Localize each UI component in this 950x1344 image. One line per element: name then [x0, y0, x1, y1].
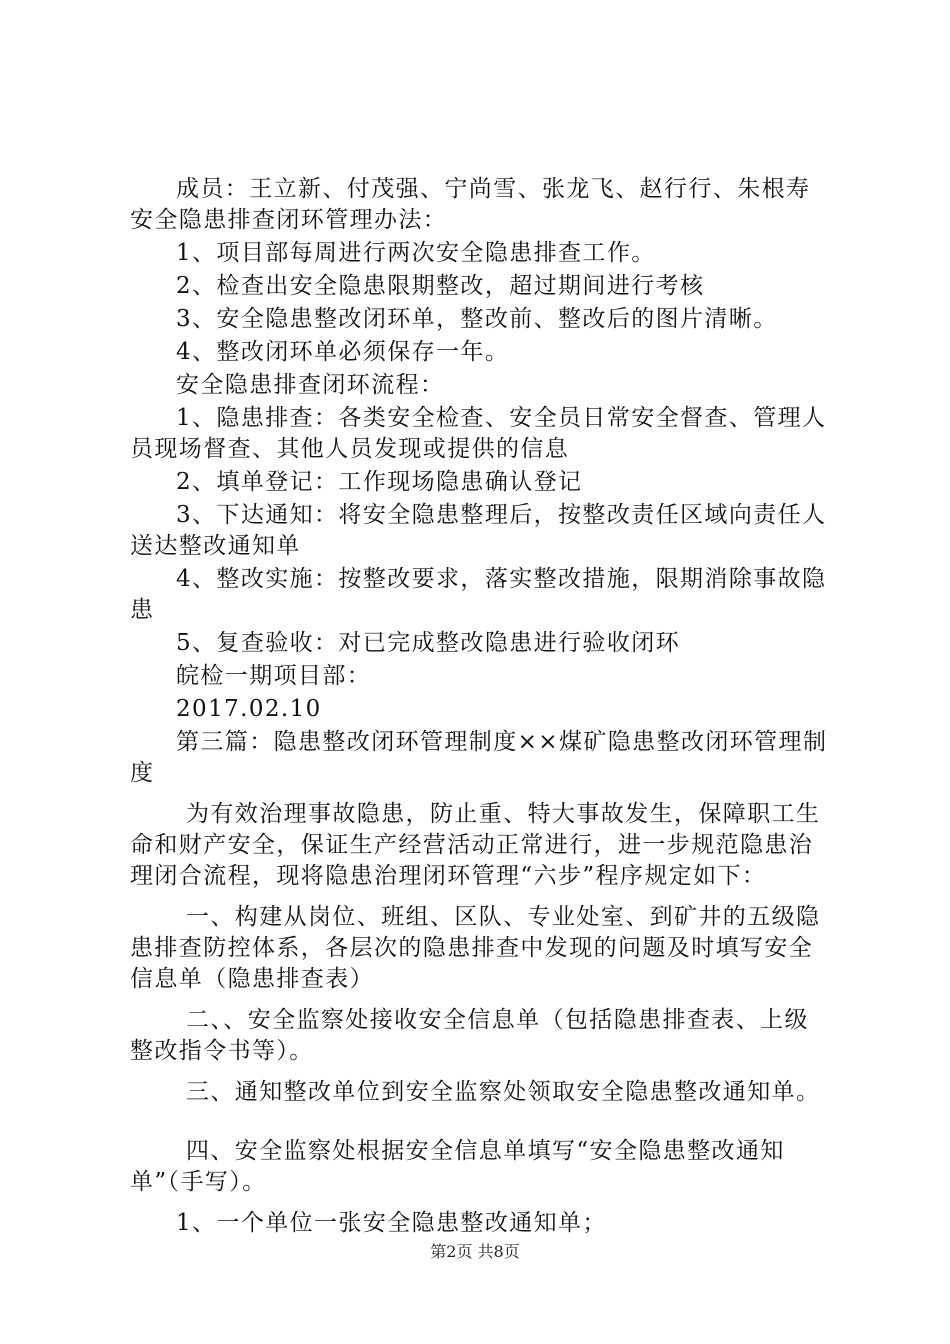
paragraph-date: 2017.02.10 [176, 696, 322, 722]
paragraph-process-heading: 安全隐患排查闭环流程： [176, 372, 445, 398]
document-body [130, 174, 830, 1239]
paragraph-process-5: 5、复查验收：对已完成整改隐患进行验收闭环 [176, 630, 681, 656]
paragraph-step-4: 四、安全监察处根据安全信息单填写“安全隐患整改通知单”（手写）。 [130, 1138, 785, 1195]
paragraph-rule-3: 3、安全隐患整改闭环单，整改前、整改后的图片清晰。 [176, 306, 778, 332]
paragraph-process-1: 1、隐患排查：各类安全检查、安全员日常安全督查、管理人员现场督查、其他人员发现或提供的信息 [130, 405, 827, 462]
paragraph-step-1: 一、构建从岗位、班组、区队、专业处室、到矿井的五级隐患排查防控体系，各层次的隐患排查中发现的问题及时填写安全信息单（隐患排查表） [130, 904, 821, 992]
paragraph-process-4: 4、整改实施：按整改要求，落实整改措施，限期消除事故隐患 [130, 566, 827, 623]
paragraph-step-3: 三、通知整改单位到安全监察处领取安全隐患整改通知单。 [186, 1079, 821, 1105]
paragraph-process-2: 2、填单登记：工作现场隐患确认登记 [176, 469, 583, 495]
page-number-footer: 第2页 共8页 [430, 1242, 520, 1261]
paragraph-step-2: 二、、安全监察处接收安全信息单（包括隐患排查表、上级整改指令书等）。 [130, 1007, 809, 1064]
paragraph-members: 成员：王立新、付茂强、宁尚雪、张龙飞、赵行行、朱根寿安全隐患排查闭环管理办法： [130, 176, 811, 233]
paragraph-rule-2: 2、检查出安全隐患限期整改，超过期间进行考核 [176, 273, 705, 299]
paragraph-department: 皖检一期项目部： [176, 663, 372, 689]
paragraph-intro: 为有效治理事故隐患，防止重、特大事故发生，保障职工生命和财产安全，保证生产经营活动正常进行，进一步规范隐患治理闭合流程，现将隐患治理闭环管理“六步”程序规定如下： [130, 801, 821, 889]
paragraph-step-4-item-1: 1、一个单位一张安全隐患整改通知单； [176, 1210, 607, 1236]
paragraph-rule-1: 1、项目部每周进行两次安全隐患排查工作。 [176, 240, 656, 266]
paragraph-process-3: 3、下达通知：将安全隐患整理后，按整改责任区域向责任人送达整改通知单 [130, 502, 827, 559]
paragraph-section-title: 第三篇：隐患整改闭环管理制度××煤矿隐患整改闭环管理制度 [130, 729, 828, 786]
paragraph-rule-4: 4、整改闭环单必须保存一年。 [176, 339, 510, 365]
